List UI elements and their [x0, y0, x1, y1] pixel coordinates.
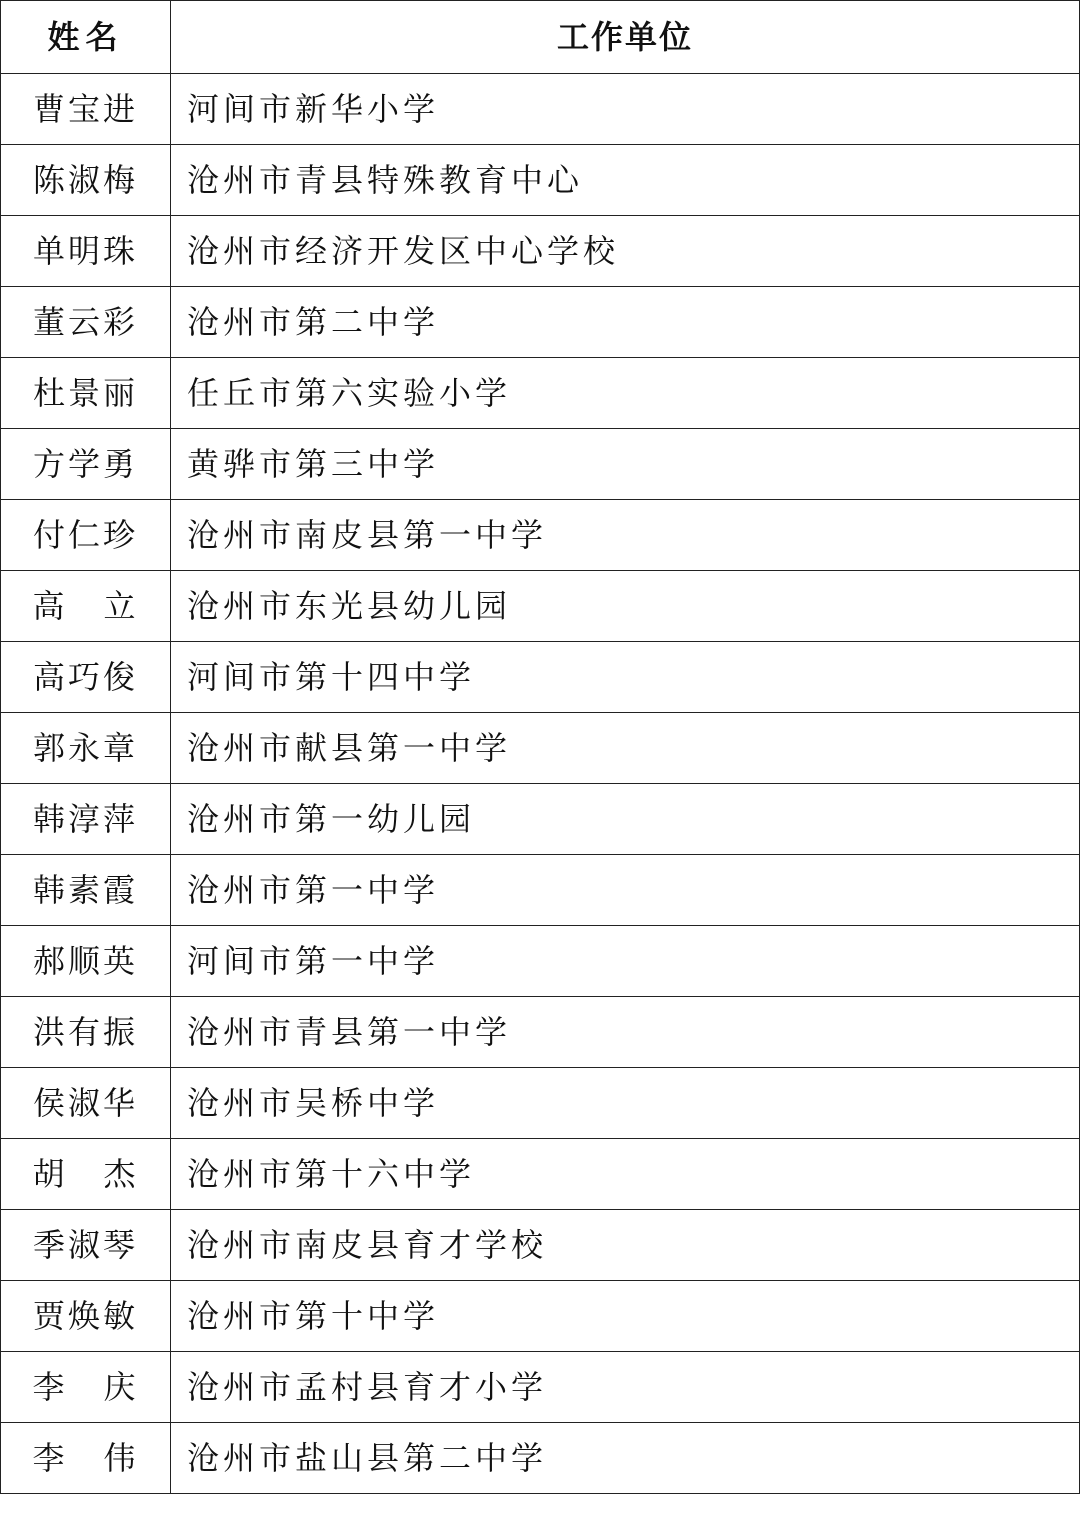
work-unit-cell: 任丘市第六实验小学	[171, 358, 1080, 429]
table-row	[1, 1139, 1080, 1210]
work-unit-cell: 沧州市青县特殊教育中心	[171, 145, 1080, 216]
person-name-cell: 韩淳萍	[1, 784, 171, 855]
table-row	[1, 1352, 1080, 1423]
person-name-cell: 季淑琴	[1, 1210, 171, 1281]
table-row	[1, 855, 1080, 926]
table-row	[1, 642, 1080, 713]
table-row	[1, 784, 1080, 855]
table-row	[1, 429, 1080, 500]
table-row	[1, 500, 1080, 571]
table-row	[1, 713, 1080, 784]
header-row	[1, 1, 1080, 74]
work-unit-cell: 沧州市青县第一中学	[171, 997, 1080, 1068]
table-header	[1, 1, 1080, 74]
work-unit-cell: 黄骅市第三中学	[171, 429, 1080, 500]
work-unit-cell: 沧州市第十中学	[171, 1281, 1080, 1352]
table-row	[1, 74, 1080, 145]
work-unit-cell: 河间市第一中学	[171, 926, 1080, 997]
person-name-cell: 高巧俊	[1, 642, 171, 713]
table-row	[1, 926, 1080, 997]
work-unit-cell: 沧州市经济开发区中心学校	[171, 216, 1080, 287]
table-row	[1, 1210, 1080, 1281]
person-name-cell: 洪有振	[1, 997, 171, 1068]
person-name-cell: 曹宝进	[1, 74, 171, 145]
work-unit-cell: 沧州市盐山县第二中学	[171, 1423, 1080, 1494]
person-name-cell: 胡 杰	[1, 1139, 171, 1210]
work-unit-cell: 沧州市第一幼儿园	[171, 784, 1080, 855]
person-name-cell: 高 立	[1, 571, 171, 642]
person-name-cell: 单明珠	[1, 216, 171, 287]
work-unit-cell: 河间市第十四中学	[171, 642, 1080, 713]
table-row	[1, 997, 1080, 1068]
table-row	[1, 1423, 1080, 1494]
work-unit-cell: 沧州市第十六中学	[171, 1139, 1080, 1210]
person-name-cell: 董云彩	[1, 287, 171, 358]
work-unit-cell: 沧州市南皮县育才学校	[171, 1210, 1080, 1281]
table-row	[1, 358, 1080, 429]
work-unit-cell: 河间市新华小学	[171, 74, 1080, 145]
table-row	[1, 216, 1080, 287]
person-name-cell: 付仁珍	[1, 500, 171, 571]
work-unit-cell: 沧州市东光县幼儿园	[171, 571, 1080, 642]
person-name-cell: 杜景丽	[1, 358, 171, 429]
table-row	[1, 145, 1080, 216]
person-name-cell: 韩素霞	[1, 855, 171, 926]
name-column-header: 姓名	[1, 1, 171, 74]
person-name-cell: 陈淑梅	[1, 145, 171, 216]
person-name-cell: 郝顺英	[1, 926, 171, 997]
person-name-cell: 侯淑华	[1, 1068, 171, 1139]
table-body	[1, 74, 1080, 1494]
table-row	[1, 287, 1080, 358]
table-row	[1, 1281, 1080, 1352]
org-column-header: 工作单位	[171, 1, 1080, 74]
work-unit-cell: 沧州市孟村县育才小学	[171, 1352, 1080, 1423]
person-name-cell: 郭永章	[1, 713, 171, 784]
table-row	[1, 571, 1080, 642]
work-unit-cell: 沧州市第一中学	[171, 855, 1080, 926]
person-name-cell: 李 伟	[1, 1423, 171, 1494]
work-unit-cell: 沧州市吴桥中学	[171, 1068, 1080, 1139]
work-unit-cell: 沧州市第二中学	[171, 287, 1080, 358]
work-unit-cell: 沧州市南皮县第一中学	[171, 500, 1080, 571]
table-row	[1, 1068, 1080, 1139]
work-unit-cell: 沧州市献县第一中学	[171, 713, 1080, 784]
person-name-cell: 方学勇	[1, 429, 171, 500]
person-name-cell: 李 庆	[1, 1352, 171, 1423]
person-name-cell: 贾焕敏	[1, 1281, 171, 1352]
